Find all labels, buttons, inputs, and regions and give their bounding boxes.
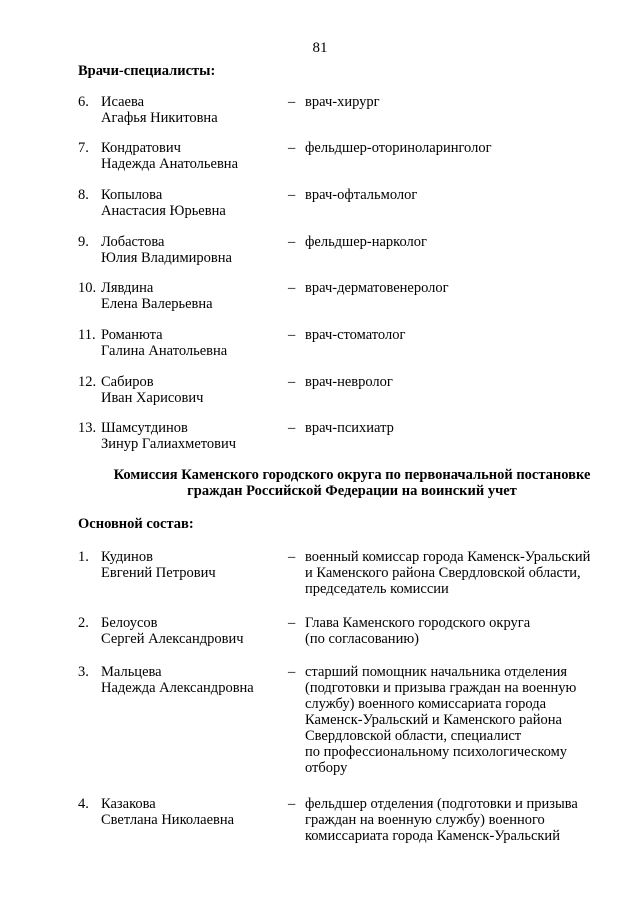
position-line: врач-хирург (305, 94, 380, 110)
dash: – (288, 234, 296, 250)
position-line: фельдшер отделения (подготовки и призыва (305, 796, 578, 812)
position-line: председатель комиссии (305, 581, 449, 597)
position (305, 187, 625, 203)
position-line: врач-офтальмолог (305, 187, 418, 203)
position (305, 420, 625, 436)
item-number: 9. (78, 234, 89, 250)
position-line: фельдшер-оториноларинголог (305, 140, 492, 156)
given-names: Иван Харисович (101, 390, 204, 406)
dash: – (288, 549, 296, 565)
dash: – (288, 615, 296, 631)
position-line: граждан на военную службу) военного (305, 812, 545, 828)
surname: Белоусов (101, 615, 158, 631)
position-line: Свердловской области, специалист (305, 728, 522, 744)
position-line: фельдшер-нарколог (305, 234, 427, 250)
item-number: 4. (78, 796, 89, 812)
item-number: 13. (78, 420, 97, 436)
given-names: Анастасия Юрьевна (101, 203, 226, 219)
item-number: 3. (78, 664, 89, 680)
commission-title-line: граждан Российской Федерации на воинский учет (187, 483, 517, 499)
dash: – (288, 374, 296, 390)
position (305, 664, 625, 776)
person-name (101, 796, 281, 828)
position-line: старший помощник начальника отделения (305, 664, 568, 680)
person-name (101, 374, 281, 406)
position (305, 374, 625, 390)
item-number: 1. (78, 549, 89, 565)
item-number: 10. (78, 280, 97, 296)
position-line: врач-стоматолог (305, 327, 406, 343)
dash: – (288, 327, 296, 343)
item-number: 11. (78, 327, 96, 343)
item-number: 2. (78, 615, 89, 631)
surname: Лобастова (101, 234, 165, 250)
person-name (101, 140, 281, 172)
surname: Мальцева (101, 664, 162, 680)
position-line: и Каменского района Свердловской области, (305, 565, 581, 581)
position-line: по профессиональному психологическому (305, 744, 568, 760)
position-line: комиссариата города Каменск-Уральский (305, 828, 560, 844)
item-number: 7. (78, 140, 89, 156)
position (305, 327, 625, 343)
position-line: военный комиссар города Каменск-Уральский (305, 549, 591, 565)
position (305, 280, 625, 296)
position (305, 94, 625, 110)
dash: – (288, 664, 296, 680)
section-heading-main-composition: Основной состав: (78, 516, 194, 532)
section-heading-specialists: Врачи-специалисты: (78, 63, 216, 79)
position (305, 234, 625, 250)
person-name (101, 187, 281, 219)
surname: Копылова (101, 187, 163, 203)
position (305, 549, 625, 597)
commission-title (78, 467, 626, 499)
surname: Казакова (101, 796, 156, 812)
surname: Кондратович (101, 140, 181, 156)
given-names: Надежда Анатольевна (101, 156, 238, 172)
page-number: 81 (312, 40, 328, 56)
given-names: Зинур Галиахметович (101, 436, 237, 452)
item-number: 8. (78, 187, 89, 203)
position-line: Глава Каменского городского округа (305, 615, 531, 631)
person-name (101, 280, 281, 312)
position (305, 796, 625, 844)
position-line: отбору (305, 760, 348, 776)
surname: Кудинов (101, 549, 153, 565)
given-names: Евгений Петрович (101, 565, 216, 581)
given-names: Галина Анатольевна (101, 343, 228, 359)
given-names: Юлия Владимировна (101, 250, 232, 266)
person-name (101, 234, 281, 266)
person-name (101, 420, 281, 452)
surname: Сабиров (101, 374, 154, 390)
given-names: Елена Валерьевна (101, 296, 213, 312)
dash: – (288, 420, 296, 436)
dash: – (288, 796, 296, 812)
position-line: врач-психиатр (305, 420, 394, 436)
position (305, 615, 625, 647)
surname: Романюта (101, 327, 163, 343)
commission-title-line: Комиссия Каменского городского округа по первоначальной постановке (113, 467, 591, 483)
position-line: Каменск-Уральский и Каменского района (305, 712, 562, 728)
dash: – (288, 140, 296, 156)
given-names: Светлана Николаевна (101, 812, 235, 828)
item-number: 6. (78, 94, 89, 110)
dash: – (288, 94, 296, 110)
person-name (101, 94, 281, 126)
surname: Исаева (101, 94, 145, 110)
person-name (101, 549, 281, 581)
position-line: врач-невролог (305, 374, 393, 390)
person-name (101, 327, 281, 359)
surname: Шамсутдинов (101, 420, 188, 436)
dash: – (288, 187, 296, 203)
given-names: Сергей Александрович (101, 631, 244, 647)
position-line: (по согласованию) (305, 631, 419, 647)
person-name (101, 664, 281, 696)
given-names: Агафья Никитовна (101, 110, 218, 126)
position (305, 140, 625, 156)
surname: Лявдина (101, 280, 154, 296)
dash: – (288, 280, 296, 296)
position-line: врач-дерматовенеролог (305, 280, 449, 296)
position-line: (подготовки и призыва граждан на военную (305, 680, 577, 696)
person-name (101, 615, 281, 647)
item-number: 12. (78, 374, 97, 390)
given-names: Надежда Александровна (101, 680, 254, 696)
position-line: службу) военного комиссариата города (305, 696, 547, 712)
